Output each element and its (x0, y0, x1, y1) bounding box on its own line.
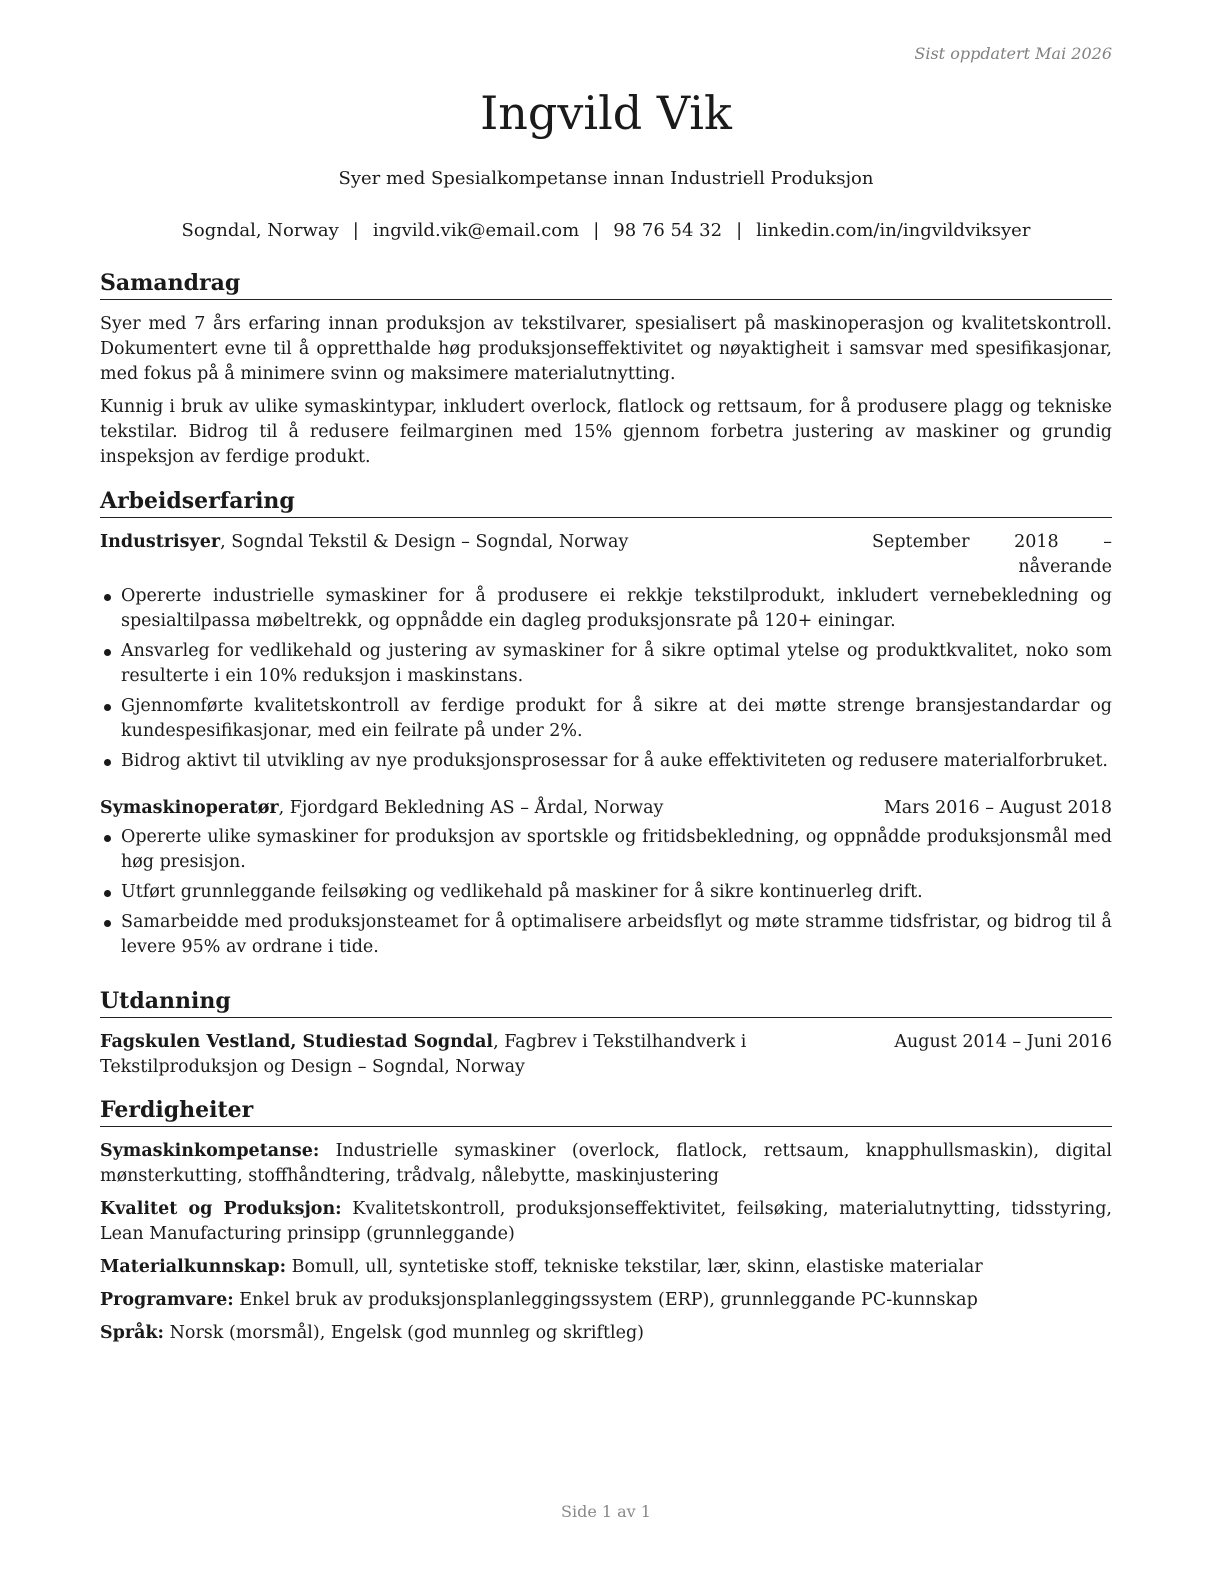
job-role: Industrisyer (100, 531, 221, 552)
job-header (100, 530, 1112, 580)
job-bullets (100, 825, 1112, 960)
job-employer: , Sogndal Tekstil & Design – Sogndal, Norway (220, 531, 629, 552)
education-degree: , Fagbrev i Tekstilhandverk i Tekstilproduksjon og Design – Sogndal, Norway (100, 1031, 747, 1077)
education-entry (100, 1030, 1112, 1080)
last-updated: Sist oppdatert Mai 2026 (914, 44, 1112, 63)
job-title-line (100, 796, 663, 821)
skill-label: Språk: (100, 1322, 165, 1343)
job-entry (100, 796, 1112, 960)
skill-line (100, 1197, 1112, 1247)
skill-line (100, 1321, 1112, 1346)
job-bullet: Opererte ulike symaskiner for produksjon av sportskle og fritidsbekledning, og oppnådde produksjonsmål med høg presisjon. (100, 825, 1112, 875)
summary-paragraph: Syer med 7 års erfaring innan produksjon av tekstilvarer, spesialisert på maskinoperasjon og kvalitetskontroll. Dokumentert evne til å oppretthalde høg produksjonseffektivitet og nøyaktigheit i samsvar med spesifikasjonar, med fokus på å minimere svinn og maksimere materialutnytting. (100, 313, 1112, 384)
education-details (100, 1030, 880, 1080)
job-bullet: Samarbeidde med produksjonsteamet for å optimalisere arbeidsflyt og møte stramme tidsfristar, og bidrog til å levere 95% av ordrane i tide. (100, 910, 1112, 960)
resume-page (100, 0, 1112, 1584)
contact-location: Sogndal, Norway (181, 220, 339, 241)
skill-text: Industrielle symaskiner (overlock, flatlock, rettsaum, knapphullsmaskin), digital mønsterkutting, stoffhåndtering, trådvalg, nålebytte, maskinjustering (100, 1140, 1112, 1186)
skill-text: Bomull, ull, syntetiske stoff, tekniske tekstilar, lær, skinn, elastiske materialar (286, 1256, 983, 1277)
contact-separator: | (352, 220, 359, 241)
skill-line (100, 1255, 1112, 1280)
skill-label: Kvalitet og Produksjon: (100, 1198, 342, 1219)
skill-label: Materialkunnskap: (100, 1256, 287, 1277)
contact-phone: 98 76 54 32 (613, 220, 723, 241)
page-number: Side 1 av 1 (561, 1502, 651, 1521)
job-bullet: Opererte industrielle symaskiner for å produsere ei rekkje tekstilprodukt, inkludert vernebekledning og spesialtilpassa møbeltrekk, og oppnådde ein dagleg produksjonsrate på 120+ einingar. (100, 584, 1112, 634)
job-bullet: Utført grunnleggande feilsøking og vedlikehald på maskiner for å sikre kontinuerleg drift. (100, 880, 1112, 905)
section-title-education: Utdanning (100, 988, 1112, 1018)
job-dates: Mars 2016 – August 2018 (883, 797, 1112, 818)
skill-text: Kvalitetskontroll, produksjonseffektivitet, feilsøking, materialutnytting, tidsstyring, Lean Manufacturing prinsipp (grunnleggande) (100, 1198, 1112, 1244)
contact-email[interactable]: ingvild.vik@email.com (372, 220, 580, 241)
skill-text: Enkel bruk av produksjonsplanleggingssystem (ERP), grunnleggande PC-kunnskap (233, 1289, 978, 1310)
candidate-subtitle: Syer med Spesialkompetanse innan Industriell Produksjon (338, 168, 874, 189)
job-role: Symaskinoperatør (100, 797, 279, 818)
skill-text: Norsk (morsmål), Engelsk (god munnleg og skriftleg) (164, 1322, 644, 1343)
job-header (100, 796, 1112, 821)
job-bullet: Ansvarleg for vedlikehald og justering av symaskiner for å sikre optimal ytelse og produktkvalitet, noko som resulterte i ein 10% reduksjon i maskinstans. (100, 639, 1112, 689)
section-title-skills: Ferdigheiter (100, 1097, 1112, 1127)
contact-separator: | (736, 220, 743, 241)
contact-separator: | (593, 220, 600, 241)
skill-label: Symaskinkompetanse: (100, 1140, 320, 1161)
job-title-line (100, 530, 628, 580)
skill-line (100, 1288, 1112, 1313)
job-bullet: Gjennomførte kvalitetskontroll av ferdige produkt for å sikre at dei møtte strenge bransjestandardar og kundespesifikasjonar, med ein feilrate på under 2%. (100, 694, 1112, 744)
contact-line (100, 220, 1112, 241)
skills-section (100, 1097, 1112, 1354)
experience-section (100, 488, 1112, 965)
education-dates: August 2014 – Juni 2016 (894, 1031, 1112, 1052)
section-title-summary: Samandrag (100, 270, 1112, 300)
summary-paragraph: Kunnig i bruk av ulike symaskintypar, inkludert overlock, flatlock og rettsaum, for å produsere plagg og tekniske tekstilar. Bidrog til å redusere feilmarginen med 15% gjennom forbetra justering av maskiner og grundig inspeksjon av ferdige produkt. (100, 396, 1112, 467)
skill-label: Programvare: (100, 1289, 234, 1310)
section-title-experience: Arbeidserfaring (100, 488, 1112, 518)
job-bullets (100, 584, 1112, 774)
job-entry (100, 530, 1112, 774)
job-dates: September 2018 – nåverande (872, 531, 1112, 577)
education-school: Fagskulen Vestland, Studiestad Sogndal (100, 1031, 494, 1052)
candidate-name: Ingvild Vik (480, 86, 732, 140)
skill-line (100, 1139, 1112, 1189)
job-employer: , Fjordgard Bekledning AS – Årdal, Norway (278, 797, 664, 818)
contact-linkedin[interactable]: linkedin.com/in/ingvildviksyer (756, 220, 1031, 241)
job-bullet: Bidrog aktivt til utvikling av nye produksjonsprosessar for å auke effektiviteten og redusere materialforbruket. (100, 749, 1112, 774)
education-section (100, 988, 1112, 1080)
summary-section (100, 270, 1112, 478)
